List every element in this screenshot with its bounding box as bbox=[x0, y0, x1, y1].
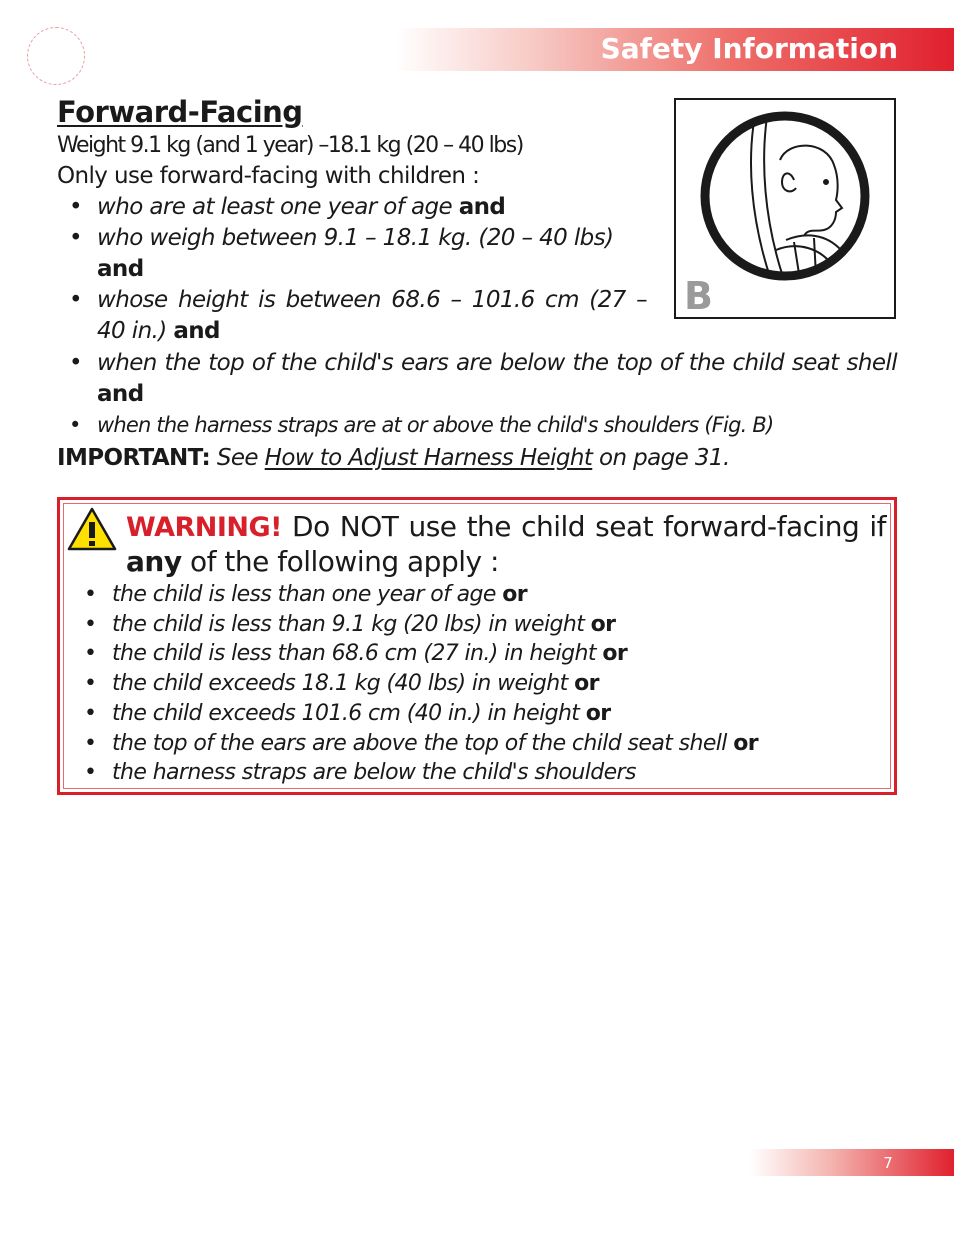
criteria-text: whose height is between 68.6 – 101.6 cm (27 – 40 in.) bbox=[97, 287, 647, 344]
list-item bbox=[57, 410, 897, 440]
bullet-icon: • bbox=[84, 671, 97, 697]
warning-head-text: Do NOT use the child seat forward-facing if bbox=[292, 510, 886, 543]
condition-conjunction: or bbox=[574, 671, 599, 697]
warning-box bbox=[57, 497, 897, 795]
condition-text: the child is less than one year of age bbox=[112, 582, 496, 607]
list-item bbox=[72, 580, 872, 610]
list-item bbox=[57, 285, 647, 347]
condition-conjunction: or bbox=[502, 582, 527, 607]
forward-facing-criteria-list-wide bbox=[57, 348, 897, 440]
footer-banner bbox=[750, 1149, 954, 1176]
weight-line: Weight 9.1 kg (and 1 year) –18.1 kg (20 – 40 lbs) bbox=[57, 133, 523, 158]
condition-conjunction: or bbox=[733, 730, 758, 756]
criteria-conjunction: and bbox=[97, 256, 144, 282]
list-item bbox=[72, 758, 872, 788]
important-post: on page 31. bbox=[598, 445, 730, 471]
condition-text: the top of the ears are above the top of the child seat shell bbox=[112, 730, 727, 756]
header-title: Safety Information bbox=[600, 32, 898, 65]
section-title: Forward-Facing bbox=[57, 95, 303, 129]
list-item bbox=[72, 729, 872, 759]
bullet-icon: • bbox=[84, 611, 97, 637]
important-note bbox=[57, 443, 730, 474]
bullet-icon: • bbox=[84, 730, 97, 756]
criteria-text: when the harness straps are at or above the child's shoulders (Fig. B) bbox=[97, 413, 774, 437]
figure-letter: B bbox=[684, 274, 713, 318]
condition-conjunction: or bbox=[590, 611, 616, 637]
bullet-icon: • bbox=[69, 413, 81, 437]
corner-registration-mark bbox=[27, 27, 85, 85]
list-item bbox=[57, 348, 897, 410]
bullet-icon: • bbox=[69, 350, 82, 376]
figure-b bbox=[674, 98, 896, 319]
intro-line: Only use forward-facing with children : bbox=[57, 163, 480, 189]
bullet-icon: • bbox=[84, 582, 97, 607]
list-item bbox=[72, 639, 872, 669]
header-banner bbox=[395, 28, 954, 71]
criteria-conjunction: and bbox=[173, 318, 220, 344]
condition-conjunction: or bbox=[602, 641, 628, 667]
warning-head-tail: of the following apply : bbox=[190, 545, 499, 578]
warning-conditions-list bbox=[72, 580, 872, 788]
warning-triangle-icon bbox=[66, 506, 118, 552]
bullet-icon: • bbox=[69, 194, 82, 220]
criteria-text: when the top of the child's ears are below the top of the child seat shell bbox=[97, 350, 897, 376]
list-item bbox=[57, 192, 647, 223]
bullet-icon: • bbox=[84, 700, 97, 726]
bullet-icon: • bbox=[84, 641, 97, 667]
harness-height-link[interactable]: How to Adjust Harness Height bbox=[264, 445, 593, 471]
list-item bbox=[72, 610, 872, 640]
condition-text: the harness straps are below the child's shoulders bbox=[112, 760, 636, 786]
condition-text: the child exceeds 18.1 kg (40 lbs) in weight bbox=[112, 671, 568, 697]
condition-text: the child is less than 68.6 cm (27 in.) in height bbox=[112, 641, 596, 667]
important-label: IMPORTANT: bbox=[57, 445, 211, 471]
criteria-conjunction: and bbox=[97, 381, 144, 407]
criteria-text: who weigh between 9.1 – 18.1 kg. (20 – 40 lbs) bbox=[97, 225, 614, 251]
list-item bbox=[72, 699, 872, 729]
warning-head-emphasis: any bbox=[126, 545, 182, 578]
condition-text: the child exceeds 101.6 cm (40 in.) in height bbox=[112, 700, 580, 726]
page-number: 7 bbox=[883, 1154, 893, 1172]
condition-conjunction: or bbox=[585, 700, 611, 726]
warning-heading bbox=[126, 510, 886, 579]
forward-facing-criteria-list bbox=[57, 192, 647, 347]
important-pre: See bbox=[216, 445, 258, 471]
criteria-text: who are at least one year of age bbox=[97, 194, 453, 220]
bullet-icon: • bbox=[69, 225, 82, 251]
warning-label: WARNING! bbox=[126, 512, 282, 543]
bullet-icon: • bbox=[84, 760, 97, 786]
condition-text: the child is less than 9.1 kg (20 lbs) in weight bbox=[112, 611, 585, 637]
criteria-conjunction: and bbox=[458, 194, 506, 220]
list-item bbox=[72, 669, 872, 699]
list-item bbox=[57, 223, 647, 285]
bullet-icon: • bbox=[69, 287, 82, 313]
